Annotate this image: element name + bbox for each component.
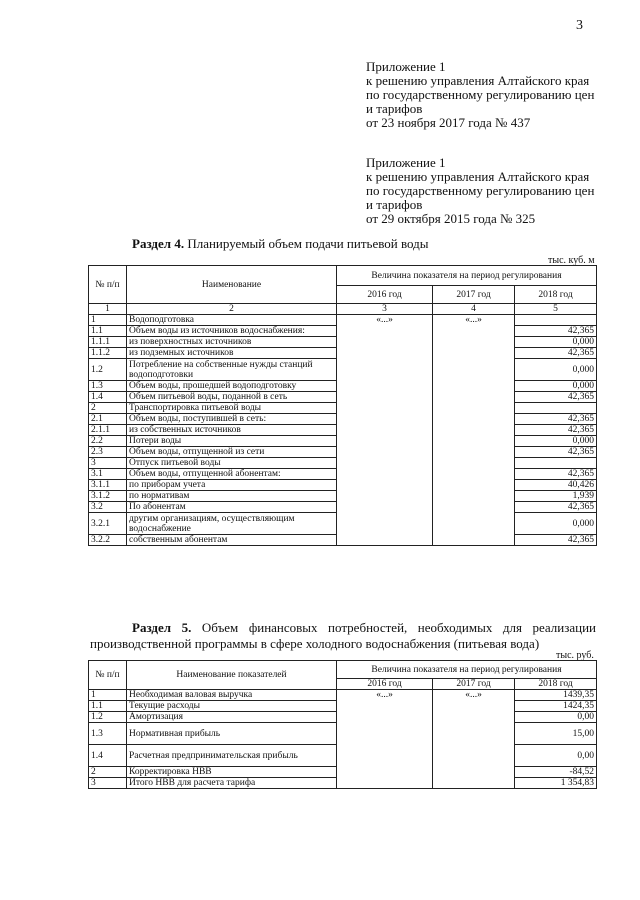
row-number: 2.1.1 (89, 425, 127, 436)
value-2018: 0,00 (515, 712, 597, 723)
appendix-line: и тарифов (366, 197, 423, 212)
col-header-2018: 2018 год (515, 286, 597, 304)
col-header-2017: 2017 год (433, 679, 515, 690)
col-header-period: Величина показателя на период регулирования (337, 266, 597, 286)
appendix-line: к решению управления Алтайского края (366, 169, 590, 184)
value-2018 (515, 315, 597, 326)
table-row (89, 690, 597, 701)
row-number: 2 (89, 403, 127, 414)
value-2018: 42,365 (515, 392, 597, 403)
value-2018 (515, 403, 597, 414)
appendix-header-current (366, 60, 616, 130)
row-number: 2 (89, 767, 127, 778)
value-2018: 42,365 (515, 502, 597, 513)
row-number: 1 (89, 690, 127, 701)
row-number: 2.3 (89, 447, 127, 458)
row-name: По абонентам (127, 502, 337, 513)
appendix-line: к решению управления Алтайского края (366, 73, 590, 88)
row-number: 3 (89, 778, 127, 789)
section4-table (88, 265, 597, 546)
col-header-name: Наименование (127, 266, 337, 304)
row-name: Необходимая валовая выручка (127, 690, 337, 701)
section4-units: тыс. куб. м (548, 255, 595, 266)
row-number: 3.2.2 (89, 535, 127, 546)
row-number: 3.1 (89, 469, 127, 480)
row-name: другим организациям, осуществляющим водоснабжение (127, 513, 337, 535)
value-2016-placeholder: «...» (337, 690, 433, 789)
appendix-header-original (366, 156, 616, 226)
row-name: из подземных источников (127, 348, 337, 359)
value-2017-placeholder: «...» (433, 315, 515, 546)
value-2018: 42,365 (515, 535, 597, 546)
row-number: 3.2.1 (89, 513, 127, 535)
value-2018: 1424,35 (515, 701, 597, 712)
value-2018 (515, 458, 597, 469)
row-name: Объем воды из источников водоснабжения: (127, 326, 337, 337)
row-name: Корректировка НВВ (127, 767, 337, 778)
appendix-line: Приложение 1 (366, 59, 446, 74)
row-number: 1.1.1 (89, 337, 127, 348)
row-name: из поверхностных источников (127, 337, 337, 348)
row-number: 1.2 (89, 712, 127, 723)
row-number: 1.4 (89, 745, 127, 767)
col-header-2016: 2016 год (337, 679, 433, 690)
col-header-num: № п/п (89, 266, 127, 304)
value-2018: 42,365 (515, 447, 597, 458)
row-number: 3 (89, 458, 127, 469)
appendix-line: по государственному регулированию цен (366, 87, 595, 102)
section4-title-number: Раздел 4. (132, 236, 185, 251)
row-name: Объем воды, прошедшей водоподготовку (127, 381, 337, 392)
row-number: 1.1 (89, 701, 127, 712)
row-number: 1.2 (89, 359, 127, 381)
value-2017-placeholder: «...» (433, 690, 515, 789)
row-number: 1.1 (89, 326, 127, 337)
row-name: Объем воды, отпущенной из сети (127, 447, 337, 458)
row-number: 2.2 (89, 436, 127, 447)
value-2018: 0,000 (515, 359, 597, 381)
value-2018: 1,939 (515, 491, 597, 502)
index-cell: 1 (89, 304, 127, 315)
row-number: 3.2 (89, 502, 127, 513)
value-2018: 0,000 (515, 513, 597, 535)
appendix-line: и тарифов (366, 101, 423, 116)
section5-title-number: Раздел 5. (132, 620, 192, 635)
section5-title (90, 620, 596, 652)
section5-title-text: Объем финансовых потребностей, необходимых для реализации производственной программы в сфере холодного водоснабжения (питьевая вода) (90, 620, 596, 651)
value-2016-placeholder: «...» (337, 315, 433, 546)
row-name: по приборам учета (127, 480, 337, 491)
row-number: 3.1.1 (89, 480, 127, 491)
row-name: Нормативная прибыль (127, 723, 337, 745)
row-name: Потери воды (127, 436, 337, 447)
index-cell: 2 (127, 304, 337, 315)
row-name: Расчетная предпринимательская прибыль (127, 745, 337, 767)
appendix-line: Приложение 1 (366, 155, 446, 170)
row-name: собственным абонентам (127, 535, 337, 546)
row-name: Объем воды, отпущенной абонентам: (127, 469, 337, 480)
row-name: Объем питьевой воды, поданной в сеть (127, 392, 337, 403)
section5-table (88, 660, 597, 789)
value-2018: 1 354,83 (515, 778, 597, 789)
section5-units: тыс. руб. (556, 650, 594, 661)
col-header-2016: 2016 год (337, 286, 433, 304)
row-number: 1.3 (89, 381, 127, 392)
index-cell: 5 (515, 304, 597, 315)
row-name: из собственных источников (127, 425, 337, 436)
row-name: Текущие расходы (127, 701, 337, 712)
row-number: 1.3 (89, 723, 127, 745)
value-2018: 1439,35 (515, 690, 597, 701)
row-number: 2.1 (89, 414, 127, 425)
page-number: 3 (576, 18, 583, 33)
row-name: по нормативам (127, 491, 337, 502)
row-number: 1 (89, 315, 127, 326)
value-2018: 42,365 (515, 326, 597, 337)
value-2018: 40,426 (515, 480, 597, 491)
appendix-line: от 23 ноября 2017 года № 437 (366, 115, 531, 130)
value-2018: 42,365 (515, 348, 597, 359)
section4-title-text: Планируемый объем подачи питьевой воды (187, 236, 429, 251)
index-cell: 3 (337, 304, 433, 315)
section4-title (132, 236, 429, 252)
row-name: Водоподготовка (127, 315, 337, 326)
row-name: Объем воды, поступившей в сеть: (127, 414, 337, 425)
value-2018: 0,000 (515, 337, 597, 348)
row-number: 3.1.2 (89, 491, 127, 502)
row-name: Потребление на собственные нужды станций водоподготовки (127, 359, 337, 381)
appendix-line: по государственному регулированию цен (366, 183, 595, 198)
value-2018: 42,365 (515, 469, 597, 480)
row-name: Итого НВВ для расчета тарифа (127, 778, 337, 789)
row-name: Отпуск питьевой воды (127, 458, 337, 469)
col-header-name: Наименование показателей (127, 661, 337, 690)
value-2018: 0,000 (515, 436, 597, 447)
value-2018: 0,00 (515, 745, 597, 767)
row-number: 1.1.2 (89, 348, 127, 359)
col-header-2017: 2017 год (433, 286, 515, 304)
row-name: Амортизация (127, 712, 337, 723)
row-name: Транспортировка питьевой воды (127, 403, 337, 414)
value-2018: 0,000 (515, 381, 597, 392)
col-header-period: Величина показателя на период регулирования (337, 661, 597, 679)
value-2018: 42,365 (515, 414, 597, 425)
value-2018: 15,00 (515, 723, 597, 745)
col-header-2018: 2018 год (515, 679, 597, 690)
value-2018: 42,365 (515, 425, 597, 436)
col-header-num: № п/п (89, 661, 127, 690)
row-number: 1.4 (89, 392, 127, 403)
value-2018: -84,52 (515, 767, 597, 778)
appendix-line: от 29 октября 2015 года № 325 (366, 211, 536, 226)
index-cell: 4 (433, 304, 515, 315)
table-row (89, 315, 597, 326)
